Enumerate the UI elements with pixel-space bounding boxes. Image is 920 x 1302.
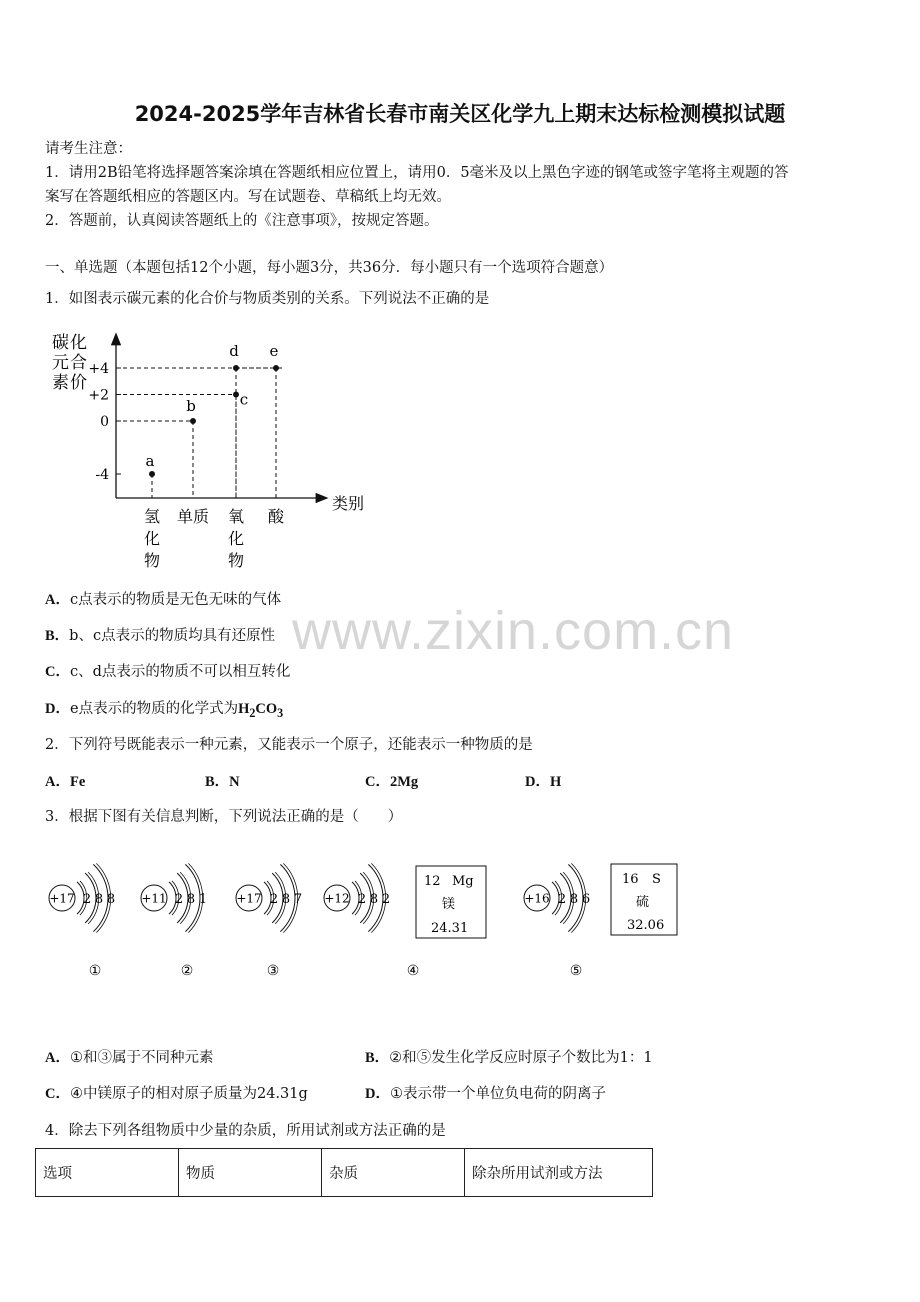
electron-count: 8 <box>186 892 196 907</box>
header-cell: 除杂所用试剂或方法 <box>465 1149 653 1197</box>
q2-stem: 2．下列符号既能表示一种元素，又能表示一个原子，还能表示一种物质的是 <box>45 737 533 753</box>
diagram-label: ④ <box>406 963 420 979</box>
electron-count: 8 <box>281 892 291 907</box>
x-tick-label: 化 <box>227 529 245 548</box>
x-axis-label: 类别 <box>332 494 365 513</box>
x-tick-label: 物 <box>143 551 161 570</box>
y-axis-label: 素价 <box>52 373 88 393</box>
nucleus-charge: +11 <box>141 891 167 906</box>
atom-diagram <box>49 863 115 979</box>
y-axis-label: 元合 <box>52 353 88 373</box>
svg-text:12: 12 <box>424 874 441 889</box>
q1-stem: 1．如图表示碳元素的化合价与物质类别的关系。下列说法不正确的是 <box>45 291 490 307</box>
x-tick-label: 单质 <box>176 507 210 526</box>
y-axis-label: 碳化 <box>52 333 88 353</box>
q1-option-a[interactable]: A．c点表示的物质是无色无味的气体 <box>45 592 282 608</box>
q2-option-d[interactable]: D．H <box>525 774 562 790</box>
diagram-label: ① <box>88 963 102 979</box>
watermark: www.zixin.com.cn <box>292 601 735 661</box>
q3-option-b[interactable]: B．②和⑤发生化学反应时原子个数比为1：1 <box>365 1050 653 1066</box>
x-tick-label: 化 <box>143 529 161 548</box>
svg-text:24.31: 24.31 <box>431 921 469 936</box>
diagram-label: ③ <box>266 963 280 979</box>
q2-option-b[interactable]: B．N <box>205 774 240 790</box>
point-b <box>190 418 196 424</box>
electron-count: 2 <box>269 892 279 907</box>
electron-count: 8 <box>369 892 379 907</box>
nucleus-charge: +16 <box>524 891 550 906</box>
header-cell: 物质 <box>179 1149 322 1197</box>
table-header-row <box>36 1149 653 1197</box>
y-tick-label: -4 <box>95 467 109 483</box>
point-a <box>149 471 155 477</box>
atom-diagram <box>524 863 590 979</box>
electron-count: 8 <box>94 892 104 907</box>
x-tick-label: 物 <box>227 551 245 570</box>
electron-count: 8 <box>569 892 579 907</box>
svg-text:32.06: 32.06 <box>627 918 665 933</box>
header-cell: 选项 <box>36 1149 179 1197</box>
q1-option-d[interactable]: D．e点表示的物质的化学式为$H_2CO_3$ <box>45 701 284 720</box>
svg-text:Mg: Mg <box>452 874 474 889</box>
svg-text:镁: 镁 <box>442 897 456 912</box>
q2-option-c[interactable]: C．2Mg <box>365 774 419 790</box>
electron-count: 2 <box>357 892 367 907</box>
notice-line-1b: 案写在答题纸相应的答题区内。写在试题卷、草稿纸上均无效。 <box>45 189 451 205</box>
electron-count: 2 <box>82 892 92 907</box>
nucleus-charge: +12 <box>324 891 350 906</box>
section-heading: 一、单选题（本题包括12个小题，每小题3分，共36分．每小题只有一个选项符合题意） <box>45 260 614 276</box>
q4-stem: 4．除去下列各组物质中少量的杂质，所用试剂或方法正确的是 <box>45 1123 446 1139</box>
electron-count: 6 <box>581 892 591 907</box>
y-tick-label: +2 <box>88 387 109 404</box>
electron-count: 2 <box>174 892 184 907</box>
q1-valence-chart <box>0 0 920 600</box>
svg-text:S: S <box>652 872 661 887</box>
electron-count: 2 <box>381 892 391 907</box>
s-element-card <box>611 864 677 935</box>
point-label-e: e <box>269 342 279 360</box>
x-tick-label: 氢 <box>143 507 161 526</box>
notice-heading: 请考生注意： <box>45 141 132 157</box>
x-tick-label: 氧 <box>227 507 245 526</box>
header-cell: 杂质 <box>322 1149 465 1197</box>
q1-option-b[interactable]: B．b、c点表示的物质均具有还原性 <box>45 628 276 644</box>
nucleus-charge: +17 <box>236 891 262 906</box>
atom-diagram <box>141 863 207 979</box>
point-label-d: d <box>229 342 239 360</box>
q2-option-a[interactable]: A．Fe <box>45 774 86 790</box>
notice-line-1a: 1．请用2B铅笔将选择题答案涂填在答题纸相应位置上，请用0．5毫米及以上黑色字迹的钢笔或签字笔将主观题的答 <box>45 165 789 181</box>
q4-table <box>35 1148 653 1197</box>
q3-option-d[interactable]: D．①表示带一个单位负电荷的阴离子 <box>365 1086 606 1102</box>
q3-stem: 3．根据下图有关信息判断，下列说法正确的是（ ） <box>45 809 403 825</box>
x-tick-label: 酸 <box>267 507 285 526</box>
electron-count: 2 <box>557 892 567 907</box>
mg-element-card <box>416 866 486 938</box>
electron-count: 1 <box>198 892 208 907</box>
y-tick-label: 0 <box>100 414 109 430</box>
point-label-b: b <box>186 397 196 415</box>
electron-count: 7 <box>293 892 303 907</box>
page-title: 2024-2025学年吉林省长春市南关区化学九上期末达标检测模拟试题 <box>134 102 786 126</box>
notice-line-2: 2．答题前，认真阅读答题纸上的《注意事项》，按规定答题。 <box>45 213 439 229</box>
atom-diagram <box>324 863 419 979</box>
point-label-a: a <box>145 452 155 470</box>
q3-option-a[interactable]: A．①和③属于不同种元素 <box>45 1050 214 1066</box>
y-tick-label: +4 <box>88 361 109 377</box>
svg-text:16: 16 <box>622 872 639 887</box>
q1-option-c[interactable]: C．c、d点表示的物质不可以相互转化 <box>45 664 291 680</box>
q3-atom-diagrams <box>0 840 920 990</box>
point-label-c: c <box>239 390 249 409</box>
atom-diagram <box>236 863 302 979</box>
svg-text:硫: 硫 <box>636 895 650 910</box>
diagram-label: ⑤ <box>569 963 583 979</box>
diagram-label: ② <box>180 963 194 979</box>
electron-count: 8 <box>106 892 116 907</box>
nucleus-charge: +17 <box>49 891 75 906</box>
q3-option-c[interactable]: C．④中镁原子的相对原子质量为24.31g <box>45 1086 308 1102</box>
